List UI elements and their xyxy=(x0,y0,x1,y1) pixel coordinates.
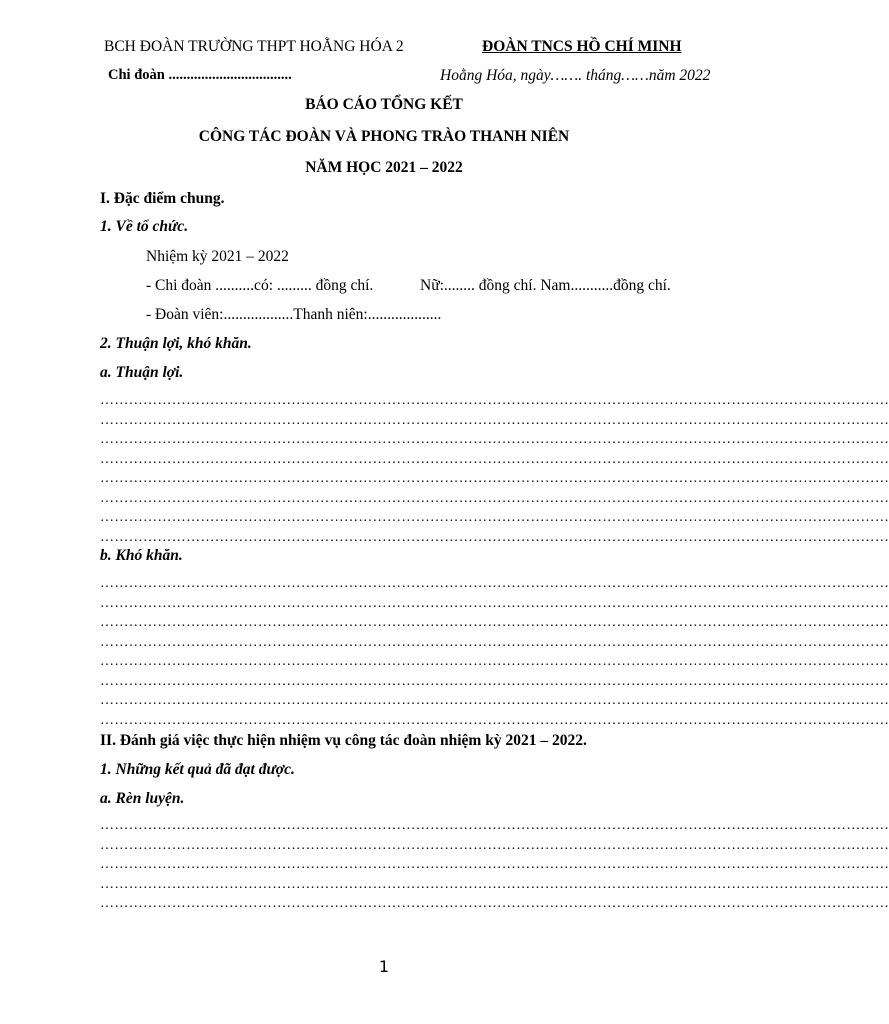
report-title: BÁO CÁO TỔNG KẾT xyxy=(305,96,463,113)
dotted-line: ………………………………………………………………………………………………………………………………………………… xyxy=(100,876,889,892)
training-heading: a. Rèn luyện. xyxy=(100,790,185,807)
branch-blank: .................................. xyxy=(164,67,292,83)
dotted-line: ………………………………………………………………………………………………………………………………………………… xyxy=(100,595,889,611)
advantages-heading: a. Thuận lợi. xyxy=(100,364,184,381)
dotted-line: ………………………………………………………………………………………………………………………………………………… xyxy=(100,471,889,486)
difficulties-heading: b. Khó khăn. xyxy=(100,547,183,564)
dotted-line: ………………………………………………………………………………………………………………………………………………… xyxy=(100,712,889,728)
place-date: Hoằng Hóa, ngày……. tháng……năm 2022 xyxy=(440,67,711,84)
dotted-line: ………………………………………………………………………………………………………………………………………………… xyxy=(100,654,889,669)
members-line: - Đoàn viên:..................Thanh niên:................... xyxy=(146,306,442,323)
section-1-sub-2: 2. Thuận lợi, khó khăn. xyxy=(100,335,252,352)
report-subtitle: CÔNG TÁC ĐOÀN VÀ PHONG TRÀO THANH NIÊN xyxy=(198,128,570,145)
section-1-sub-1: 1. Về tổ chức. xyxy=(100,218,189,235)
report-year: NĂM HỌC 2021 – 2022 xyxy=(305,159,463,176)
dotted-line: ………………………………………………………………………………………………………………………………………………… xyxy=(100,896,889,911)
org-right: ĐOÀN TNCS HỒ CHÍ MINH xyxy=(482,38,682,55)
branch-line xyxy=(108,66,292,85)
dotted-line: ………………………………………………………………………………………………………………………………………………… xyxy=(100,693,889,708)
gender-count-line: Nữ:........ đồng chí. Nam...........đồng chí. xyxy=(420,277,671,294)
dotted-line: ………………………………………………………………………………………………………………………………………………… xyxy=(100,818,889,833)
section-2-heading: II. Đánh giá việc thực hiện nhiệm vụ công tác đoàn nhiệm kỳ 2021 – 2022. xyxy=(100,732,587,749)
dotted-line: ………………………………………………………………………………………………………………………………………………… xyxy=(100,490,889,506)
org-left: BCH ĐOÀN TRƯỜNG THPT HOẰNG HÓA 2 xyxy=(104,38,404,55)
dotted-line: ………………………………………………………………………………………………………………………………………………… xyxy=(100,837,889,853)
dotted-line: ………………………………………………………………………………………………………………………………………………… xyxy=(100,857,889,872)
page-number: 1 xyxy=(378,957,390,976)
dotted-line: ………………………………………………………………………………………………………………………………………………… xyxy=(100,529,889,545)
dotted-line: ………………………………………………………………………………………………………………………………………………… xyxy=(100,673,889,689)
section-1-heading: I. Đặc điểm chung. xyxy=(100,190,225,207)
dotted-line: ………………………………………………………………………………………………………………………………………………… xyxy=(100,451,889,467)
branch-count-line: - Chi đoàn ..........có: ......... đồng chí. xyxy=(146,277,374,294)
dotted-line: ………………………………………………………………………………………………………………………………………………… xyxy=(100,634,889,650)
dotted-line: ………………………………………………………………………………………………………………………………………………… xyxy=(100,432,889,447)
dotted-line: ………………………………………………………………………………………………………………………………………………… xyxy=(100,393,889,408)
section-2-sub-1: 1. Những kết quả đã đạt được. xyxy=(100,761,295,778)
branch-label: Chi đoàn xyxy=(108,67,165,83)
dotted-line: ………………………………………………………………………………………………………………………………………………… xyxy=(100,615,889,630)
dotted-line: ………………………………………………………………………………………………………………………………………………… xyxy=(100,576,889,591)
term-line: Nhiệm kỳ 2021 – 2022 xyxy=(146,248,289,265)
dotted-line: ………………………………………………………………………………………………………………………………………………… xyxy=(100,412,889,428)
dotted-line: ………………………………………………………………………………………………………………………………………………… xyxy=(100,510,889,525)
